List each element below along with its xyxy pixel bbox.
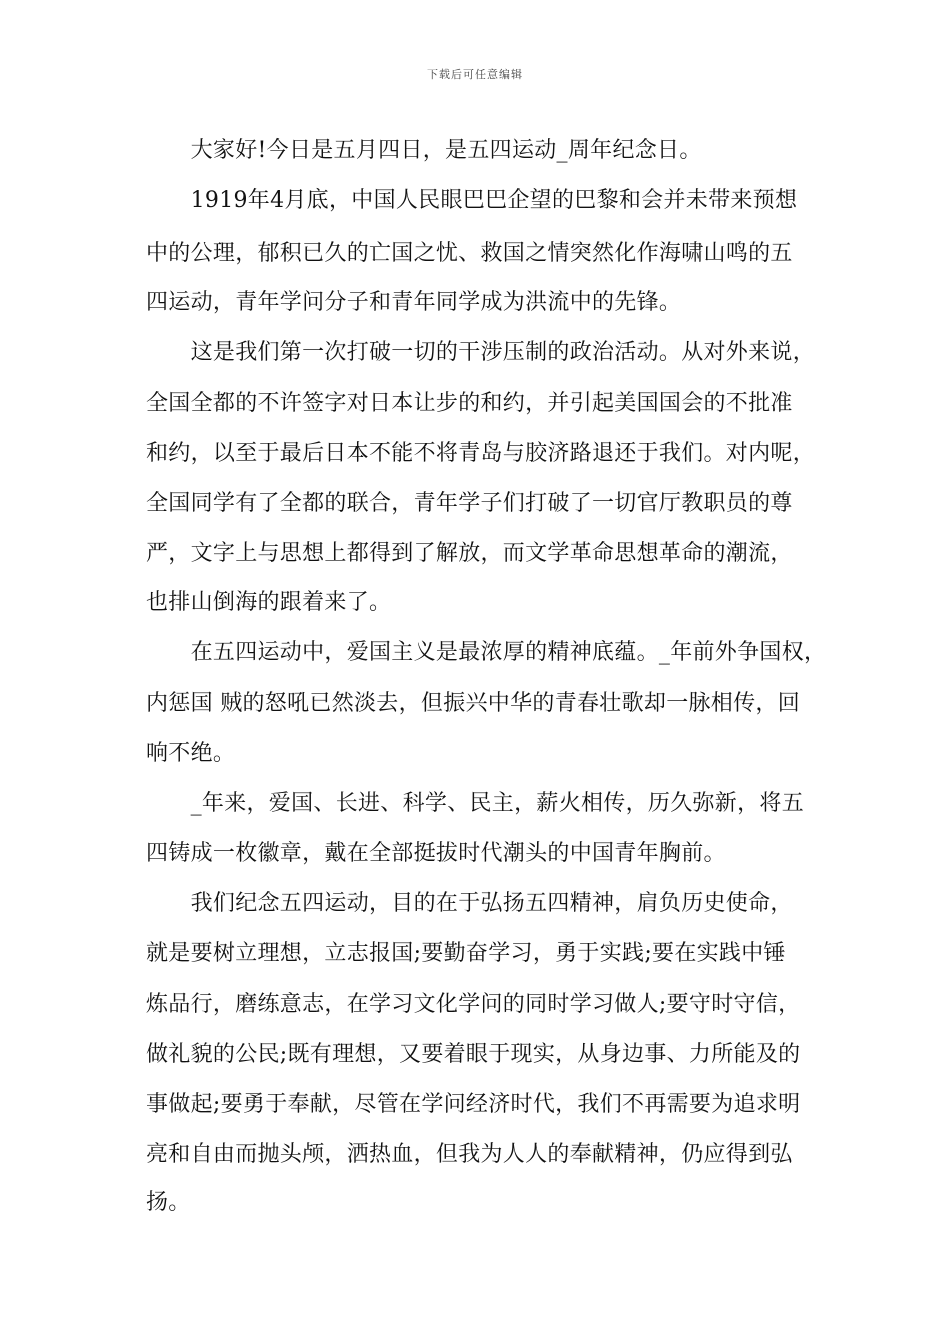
text-line: _年来，爱国、长进、科学、民主，薪火相传，历久弥新，将五 (146, 791, 805, 816)
text-line: 四铸成一枚徽章，戴在全部挺拔时代潮头的中国青年胸前。 (146, 841, 726, 866)
text-line: 中的公理，郁积已久的亡国之忧、救国之情突然化作海啸山鸣的五 (146, 241, 793, 266)
text-line: 全国同学有了全都的联合，青年学子们打破了一切官厅教职员的尊 (146, 491, 793, 516)
text-line: 亮和自由而抛头颅，洒热血，但我为人人的奉献精神，仍应得到弘 (146, 1142, 793, 1167)
text-line: 内惩国 贼的怒吼已然淡去，但振兴中华的青春壮歌却一脉相传，回 (146, 691, 800, 716)
text-line: 全国全都的不许签字对日本让步的和约，并引起美国国会的不批准 (146, 391, 793, 416)
text-line: 四运动，青年学问分子和青年同学成为洪流中的先锋。 (146, 290, 682, 315)
text-line: 大家好!今日是五月四日，是五四运动_周年纪念日。 (146, 138, 702, 163)
text-line: 做礼貌的公民;既有理想，又要着眼于现实，从身边事、力所能及的 (146, 1042, 801, 1067)
text-line: 就是要树立理想，立志报国;要勤奋学习，勇于实践;要在实践中锤 (146, 941, 786, 966)
page-header-note: 下载后可任意编辑 (427, 68, 523, 81)
text-line: 也排山倒海的跟着来了。 (146, 590, 392, 615)
text-line: 响不绝。 (146, 741, 236, 766)
text-line: 炼品行，磨练意志，在学习文化学问的同时学习做人;要守时守信， (146, 992, 801, 1017)
text-line: 和约，以至于最后日本不能不将青岛与胶济路退还于我们。对内呢， (146, 441, 816, 466)
text-line: 我们纪念五四运动，目的在于弘扬五四精神，肩负历史使命， (146, 891, 793, 916)
text-line: 1919年4月底，中国人民眼巴巴企望的巴黎和会并未带来预想 (146, 188, 798, 213)
text-line: 这是我们第一次打破一切的干涉压制的政治活动。从对外来说， (146, 340, 816, 365)
text-line: 在五四运动中，爱国主义是最浓厚的精神底蕴。_年前外争国权， (146, 640, 827, 665)
text-line: 严，文字上与思想上都得到了解放，而文学革命思想革命的潮流， (146, 541, 793, 566)
text-line: 事做起;要勇于奉献，尽管在学问经济时代，我们不再需要为追求明 (146, 1092, 801, 1117)
text-line: 扬。 (146, 1190, 191, 1215)
